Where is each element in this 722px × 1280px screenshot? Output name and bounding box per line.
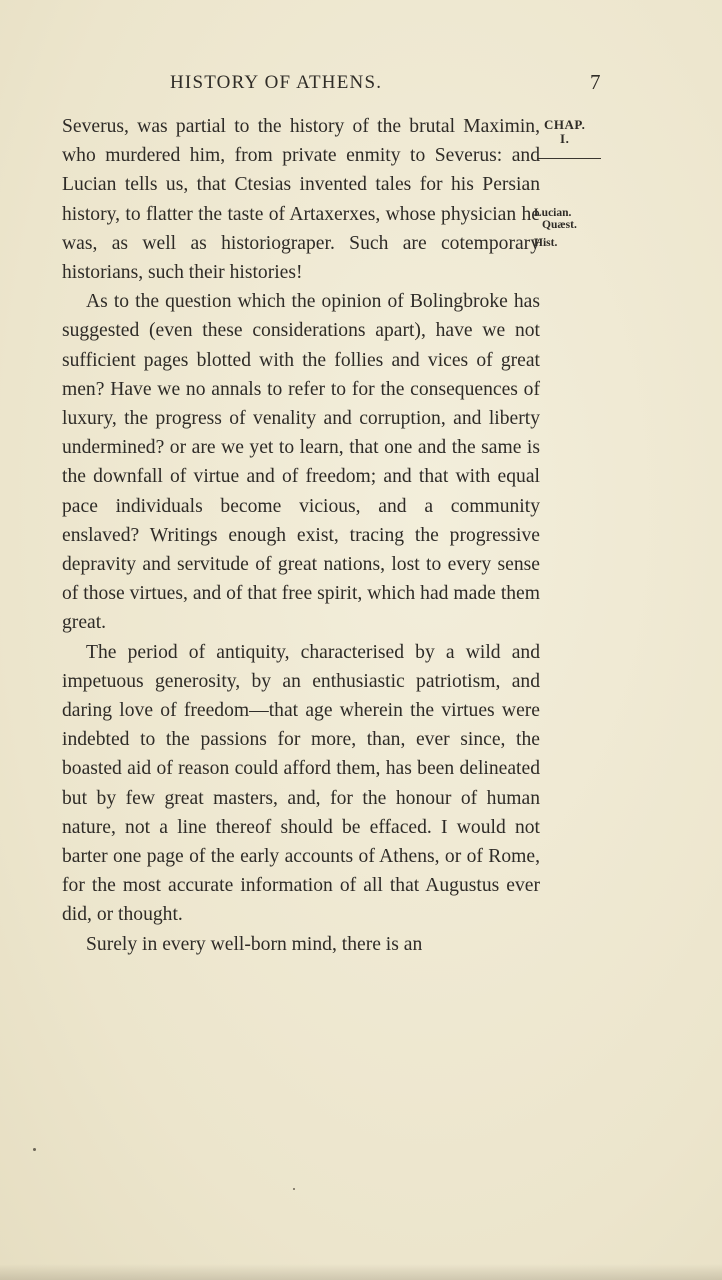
paragraph: The period of antiquity, characterised by a wild and impetuous generosity, by an enthusiastic patriotism, and daring love of freedom—that age wherein the virtues were indebted to the passions for more, than, ever since, the boasted aid of reason could afford them, has been delineated but by few great masters, and, for the honour of human nature, not a line thereof should be effaced. I would not barter one page of the early accounts of Athens, or of Rome, for the most accurate information of all that Augustus ever did, or thought.: [62, 641, 540, 926]
page-number: 7: [590, 70, 601, 94]
paragraph: As to the question which the opinion of Bolingbroke has suggested (even these considerations apart), have we not sufficient pages blotted with the follies and vices of great men? Have we no annals to refer to for the consequences of luxury, the progress of venality and corruption, and liberty undermined? or are we yet to learn, that one and the same is the downfall of virtue and of freedom; and that with equal pace individuals become vicious, and a community enslaved? Writings enough exist, tracing the progressive depravity and servitude of great nations, lost to every sense of those virtues, and of that free spirit, which had made them great.: [62, 291, 540, 634]
chapter-label: CHAP.: [544, 117, 586, 132]
page-edge-shadow: [0, 1264, 722, 1280]
paper-speck: [293, 1188, 295, 1190]
chapter-rule: [537, 158, 601, 159]
chapter-number: I.: [560, 131, 570, 146]
paper-speck: [33, 1148, 36, 1151]
paragraph: Severus, was partial to the history of the brutal Maximin, who murdered him, from private enmity to Severus: and Lucian tells us, that Ctesias invented tales for his Persian history, to flatter the taste of Artaxerxes, whose physician he was, as well as historiograper. Such are cotemporary historians, such their histories!: [62, 116, 540, 284]
margin-note-line: Lucian.: [534, 207, 572, 219]
margin-note-line: Hist.: [534, 237, 558, 249]
running-head: HISTORY OF ATHENS.: [170, 72, 383, 93]
margin-note: [534, 207, 577, 249]
body-text: [62, 112, 540, 959]
paragraph: Surely in every well-born mind, there is an: [86, 933, 423, 955]
chapter-marker: [544, 118, 585, 146]
margin-note-line: Quæst.: [542, 219, 577, 231]
